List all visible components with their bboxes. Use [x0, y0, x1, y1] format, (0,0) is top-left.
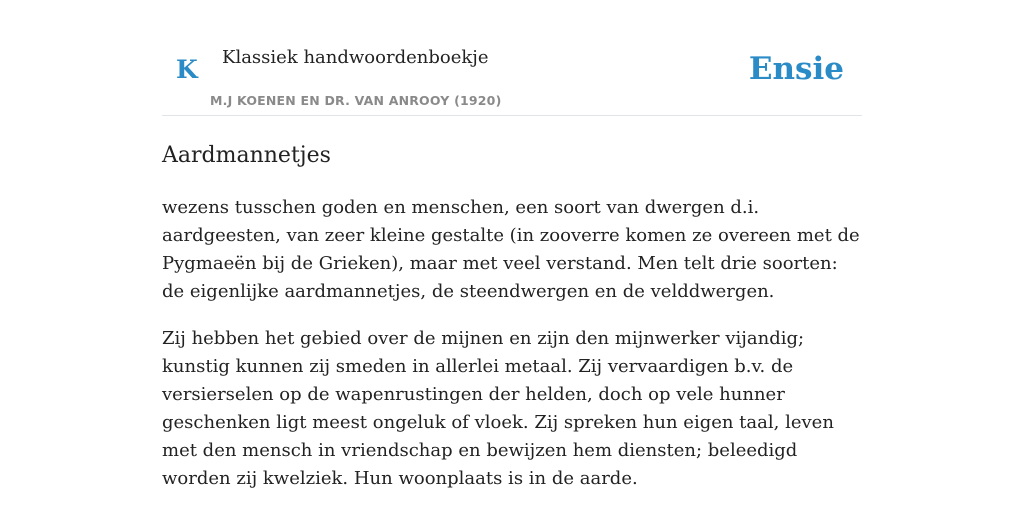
entry-term: Aardmannetjes: [162, 143, 331, 168]
dictionary-title[interactable]: Klassiek handwoordenboekje: [222, 47, 489, 68]
dictionary-logo[interactable]: K: [176, 55, 198, 84]
page-container: [162, 0, 862, 493]
dictionary-author: M.J KOENEN EN DR. VAN ANROOY (1920): [210, 93, 502, 108]
dictionary-header: [162, 0, 862, 116]
definition-paragraph: Zij hebben het gebied over de mijnen en zijn den mijnwerker vijandig; kunstig kunnen zij smeden in allerlei metaal. Zij vervaardigen b.v. de versierselen op de wapenrustingen der helden, doch op vele hunner geschenken ligt meest ongeluk of vloek. Zij spreken hun eigen taal, leven met den mensch in vriendschap en bewijzen hem diensten; beleedigd worden zij kwelziek. Hun woonplaats is in de aarde.: [162, 328, 834, 489]
ensie-brand-logo[interactable]: Ensie: [748, 51, 844, 87]
entry-definition: [162, 194, 862, 493]
definition-paragraph: wezens tusschen goden en menschen, een soort van dwergen d.i. aardgeesten, van zeer kleine gestalte (in zooverre komen ze overeen met de Pygmaeën bij de Grieken), maar met veel verstand. Men telt drie soorten: de eigenlijke aardmannetjes, de steendwergen en de velddwergen.: [162, 197, 860, 302]
